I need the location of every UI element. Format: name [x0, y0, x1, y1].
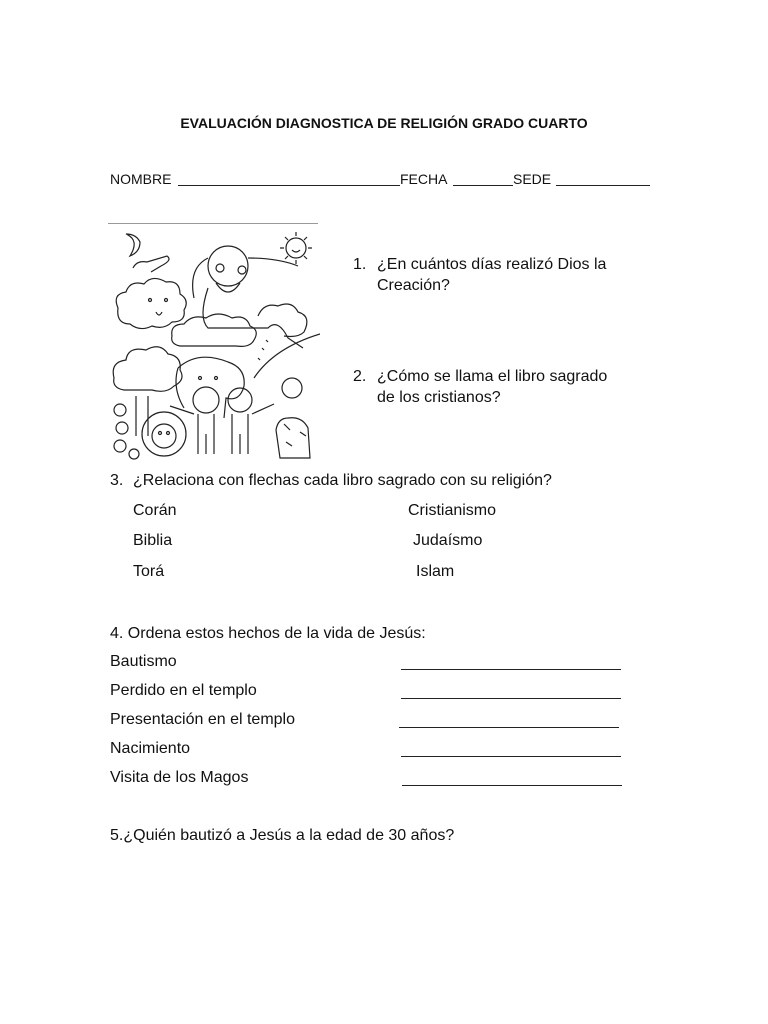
date-label: FECHA — [400, 171, 448, 187]
date-blank[interactable] — [453, 185, 513, 186]
q1-number: 1. — [353, 256, 367, 273]
event-item: Nacimiento — [110, 740, 191, 757]
book-item[interactable]: Biblia — [133, 532, 173, 549]
cloud-right — [172, 304, 307, 346]
event-item: Visita de los Magos — [110, 769, 249, 786]
order-blank[interactable] — [402, 785, 622, 786]
q5-text: 5.¿Quién bautizó a Jesús a la edad de 30 años? — [110, 827, 455, 844]
religion-item[interactable]: Judaísmo — [413, 532, 483, 549]
book-item[interactable]: Corán — [133, 502, 177, 519]
tiger — [276, 378, 310, 458]
order-blank[interactable] — [401, 669, 621, 670]
q2-number: 2. — [353, 368, 367, 385]
q2-line2: de los cristianos? — [377, 389, 501, 406]
book-item[interactable]: Torá — [133, 563, 165, 580]
order-blank[interactable] — [401, 756, 621, 757]
order-blank[interactable] — [399, 727, 619, 728]
adam-eve — [170, 387, 274, 454]
divider — [108, 223, 318, 224]
event-item: Perdido en el templo — [110, 682, 257, 699]
event-item: Presentación en el templo — [110, 711, 295, 728]
religion-item[interactable]: Cristianismo — [408, 502, 497, 519]
q2-line1: ¿Cómo se llama el libro sagrado — [377, 368, 608, 385]
lion — [142, 412, 186, 456]
order-blank[interactable] — [401, 698, 621, 699]
q1-line1: ¿En cuántos días realizó Dios la — [377, 256, 607, 273]
site-label: SEDE — [513, 171, 552, 187]
moon-icon — [126, 234, 140, 256]
cloud-left — [116, 278, 186, 328]
event-item: Bautismo — [110, 653, 177, 670]
q3-number: 3. — [110, 472, 124, 489]
name-blank[interactable] — [178, 185, 400, 186]
name-label: NOMBRE — [110, 171, 172, 187]
q1-line2: Creación? — [377, 277, 450, 294]
god-figure — [193, 246, 303, 348]
site-blank[interactable] — [556, 185, 650, 186]
sun-icon — [280, 232, 312, 264]
q4-text: 4. Ordena estos hechos de la vida de Jesús: — [110, 625, 426, 642]
q3-text: ¿Relaciona con flechas cada libro sagrado con su religión? — [133, 472, 552, 489]
page-title: EVALUACIÓN DIAGNOSTICA DE RELIGIÓN GRADO CUARTO — [180, 115, 588, 131]
flowers — [114, 404, 139, 459]
religion-item[interactable]: Islam — [416, 563, 455, 580]
creation-illustration — [108, 228, 320, 462]
